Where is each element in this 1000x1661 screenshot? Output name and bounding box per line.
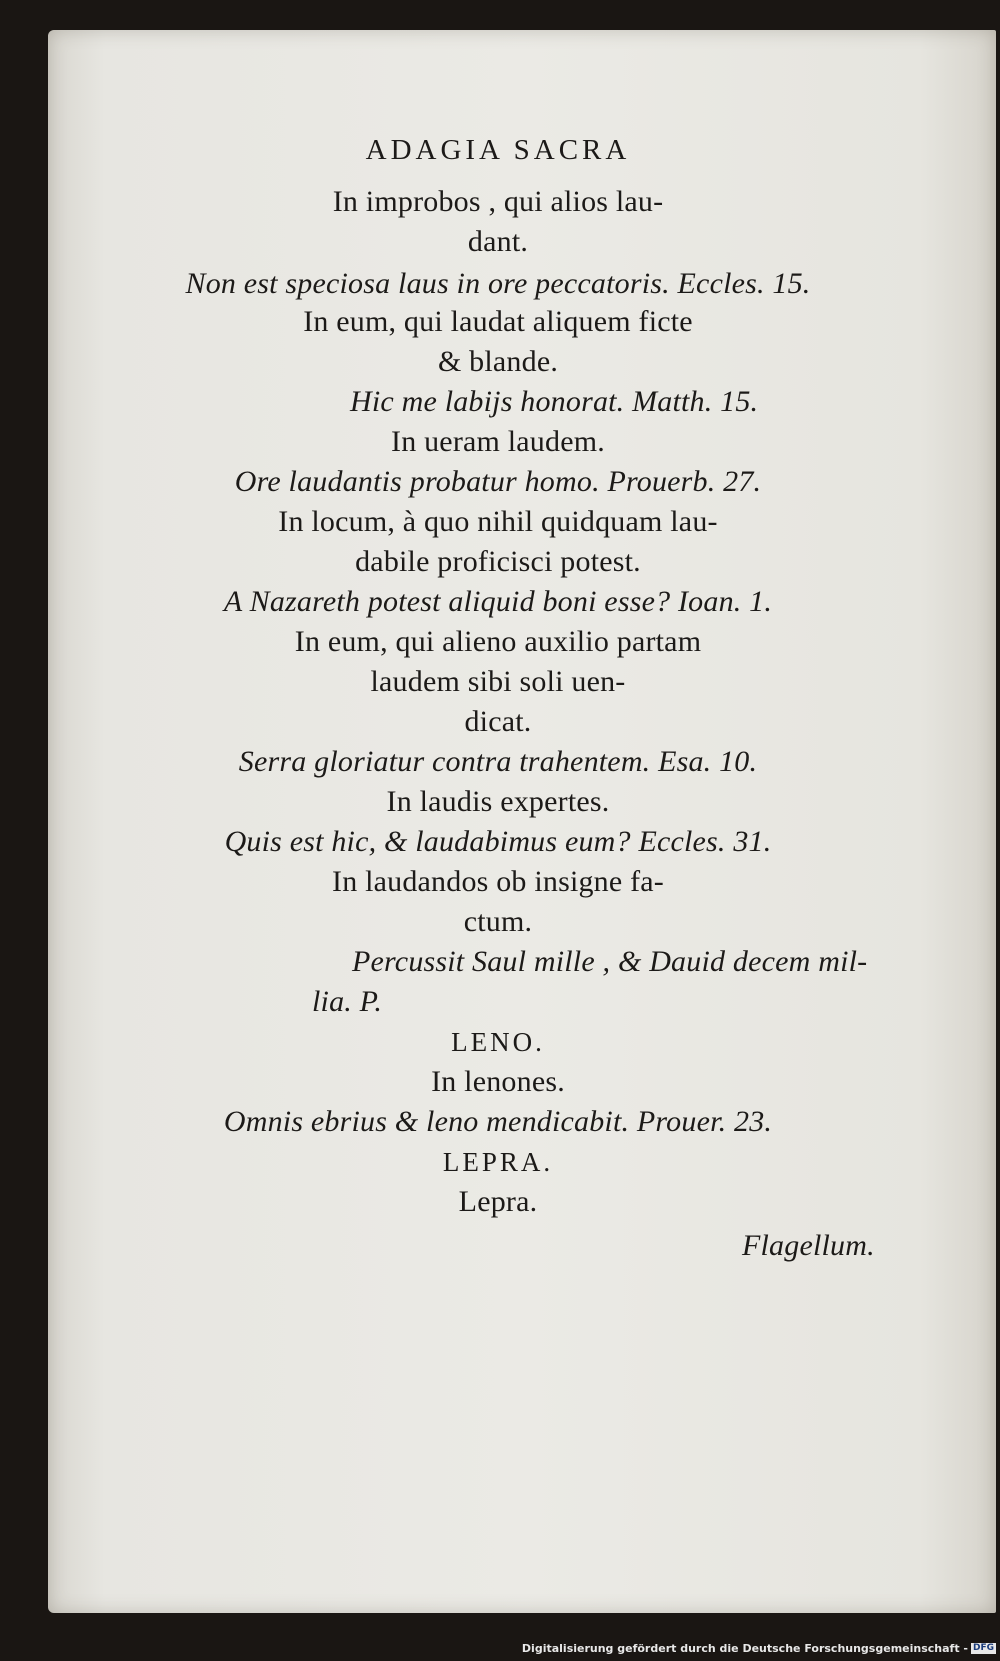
quotation-line: Omnis ebrius & leno mendicabit. Prouer. 23. [223, 1105, 773, 1138]
catchword: Flagellum. [742, 1229, 875, 1262]
heading-line: dant. [467, 225, 529, 258]
heading-line: In locum, à quo nihil quidquam lau- [278, 505, 718, 538]
credit-text: Digitalisierung gefördert durch die Deutsche Forschungsgemeinschaft - [521, 1642, 968, 1655]
quotation-line: Serra gloriatur contra trahentem. Esa. 10. [238, 745, 758, 778]
heading-line: In eum, qui laudat aliquem ficte [303, 305, 693, 338]
quotation-line: Ore laudantis probatur homo. Prouerb. 27. [234, 465, 762, 498]
heading-line: dabile proficisci potest. [355, 545, 641, 578]
running-head: ADAGIA SACRA [365, 134, 631, 166]
heading-line: laudem sibi soli uen- [370, 665, 626, 698]
heading-line: In lenones. [431, 1065, 565, 1098]
quotation-line: Non est speciosa laus in ore peccatoris. Eccles. 15. [185, 267, 811, 300]
section-heading: LENO. [451, 1027, 545, 1057]
quotation-line: Hic me labijs honorat. Matth. 15. [350, 385, 759, 418]
heading-line: In eum, qui alieno auxilio partam [294, 625, 702, 658]
quotation-line: Quis est hic, & laudabimus eum? Eccles. 31. [224, 825, 772, 858]
quotation-line: A Nazareth potest aliquid boni esse? Ioan. 1. [223, 585, 773, 618]
heading-line: In laudis expertes. [386, 785, 610, 818]
quotation-line: Percussit Saul mille , & Dauid decem mil- [352, 945, 868, 978]
heading-line: ctum. [463, 905, 533, 938]
heading-line: In laudandos ob insigne fa- [332, 865, 664, 898]
digitization-credit [522, 1642, 996, 1655]
heading-line: Lepra. [458, 1185, 538, 1218]
heading-line: dicat. [464, 705, 532, 738]
heading-line: & blande. [437, 345, 559, 378]
quotation-line: lia. P. [312, 985, 383, 1018]
heading-line: In ueram laudem. [391, 425, 605, 458]
section-heading: LEPRA. [442, 1147, 554, 1177]
heading-line: In improbos , qui alios lau- [332, 185, 664, 218]
dfg-logo-icon: DFG [972, 1643, 994, 1653]
